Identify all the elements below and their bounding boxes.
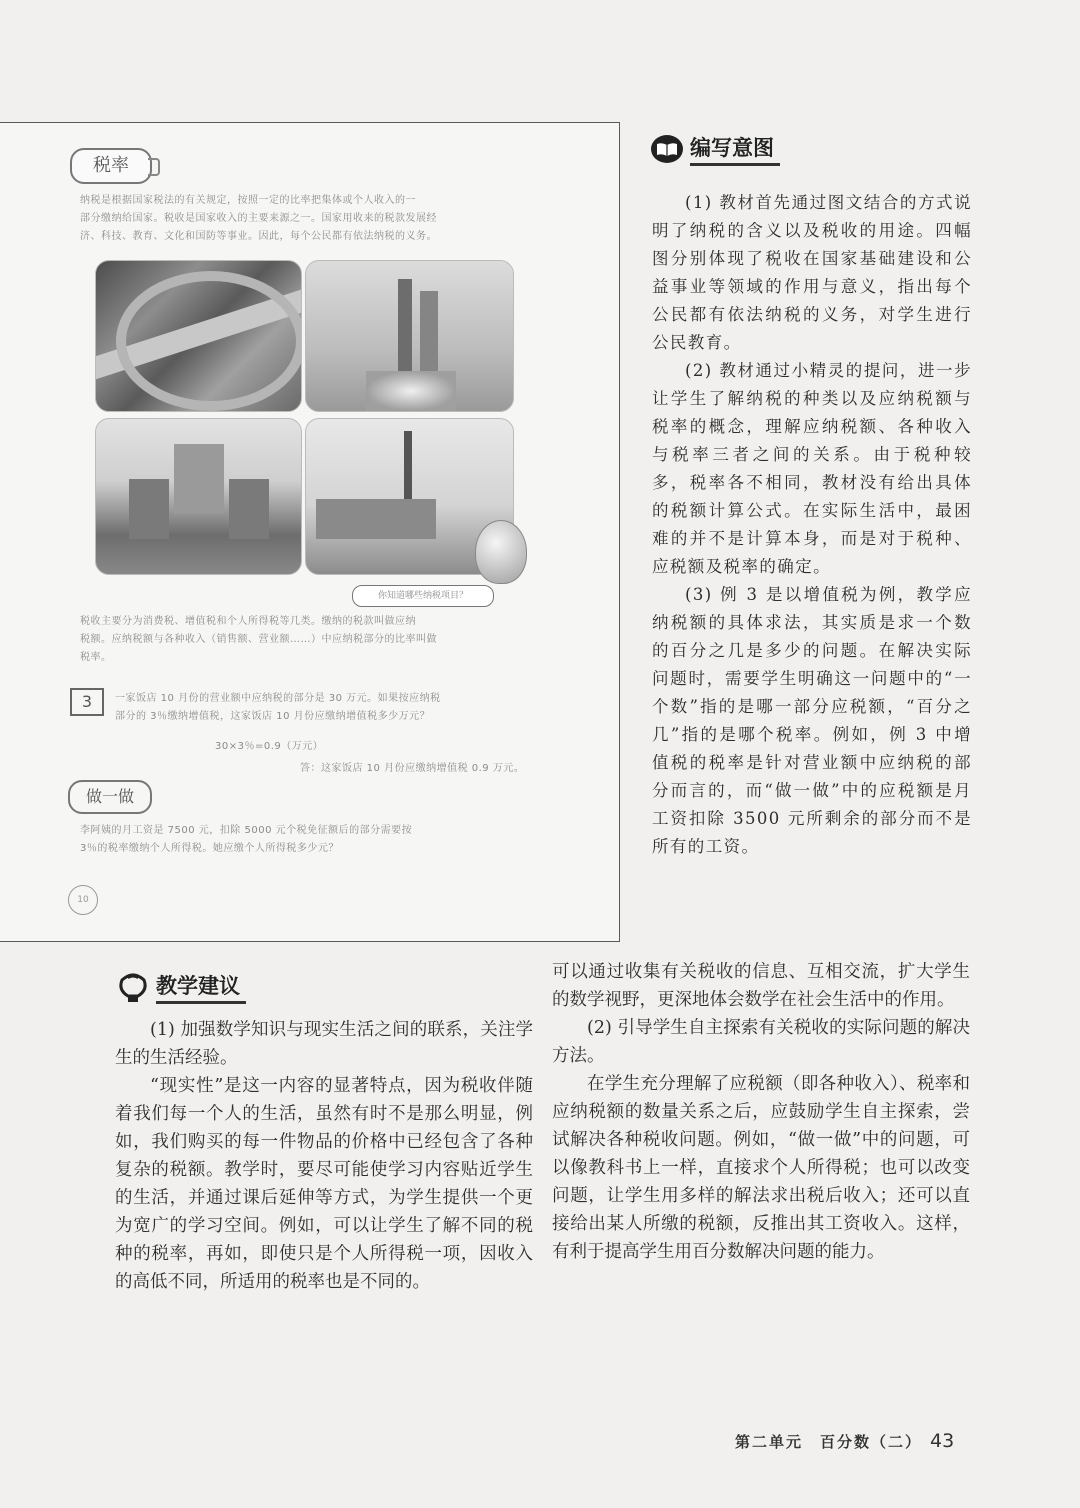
inset-definition-line: 税额。应纳税额与各种收入（销售额、营业额……）中应纳税部分的比率叫做 bbox=[80, 634, 437, 645]
inset-answer: 答：这家饭店 10 月份应缴纳增值税 0.9 万元。 bbox=[300, 763, 525, 774]
inset-definition bbox=[80, 613, 550, 667]
teaching-paragraph-continued: 可以通过收集有关税收的信息、互相交流，扩大学生的数学视野，更深地体会数学在社会生活中的作用。 bbox=[552, 962, 970, 1010]
design-intent-body bbox=[652, 189, 972, 861]
inset-intro-line: 部分缴纳给国家。税收是国家收入的主要来源之一。国家用收来的税款发展经 bbox=[80, 213, 437, 224]
inset-definition-line: 税率。 bbox=[80, 652, 112, 663]
do-it-label: 做一做 bbox=[68, 780, 152, 814]
mascot-sprite bbox=[475, 520, 527, 584]
teaching-paragraph: “现实性”是这一内容的显著特点，因为税收伴随着我们每一个人的生活，虽然有时不是那么明显，例如，我们购买的每一件物品的价格中已经包含了各种复杂的税额。教学时，要尽可能使学习内容贴近学生的生活，并通过课后延伸等方式，为学生提供一个更为宽广的学习空间。例如，可以让学生了解不同的税种的税率，再如，即使只是个人所得税一项，因收入的高低不同，所适用的税率也是不同的。 bbox=[115, 1076, 533, 1292]
inset-exercise-line: 李阿姨的月工资是 7500 元，扣除 5000 元个税免征额后的部分需要按 bbox=[80, 825, 413, 836]
teaching-suggestions-title: 教学建议 bbox=[156, 970, 246, 1004]
inset-intro-line: 济、科技、教育、文化和国防等事业。因此，每个公民都有依法纳税的义务。 bbox=[80, 231, 437, 242]
open-book-icon bbox=[650, 134, 684, 164]
teaching-left-column bbox=[115, 1016, 533, 1296]
footer-page-number: 43 bbox=[930, 1430, 955, 1452]
teaching-suggestions-heading bbox=[116, 970, 246, 1004]
teaching-right-column bbox=[552, 958, 970, 1266]
teaching-paragraph: 在学生充分理解了应税额（即各种收入）、税率和应纳税额的数量关系之后，应鼓励学生自主探索，尝试解决各种税收问题。例如，“做一做”中的问题，可以像教科书上一样，直接求个人所得税；也可以改变问题，让学生用多样的解法求出税后收入；还可以直接给出某人所缴的税额，反推出其工资收入。这样，有利于提高学生用百分数解决问题的能力。 bbox=[552, 1074, 970, 1262]
design-intent-paragraph: (2) 教材通过小精灵的提问，进一步让学生了解纳税的种类以及应纳税额与税率的概念，理解应纳税额、各种收入与税率三者之间的关系。由于税种较多，税率各不相同，教材没有给出具体的税额计算公式。在实际生活中，最困难的并不是计算本身，而是对于税种、应税额及税率的确定。 bbox=[652, 361, 972, 576]
teaching-paragraph: (1) 加强数学知识与现实生活之间的联系，关注学生的生活经验。 bbox=[115, 1020, 533, 1068]
photo-highway-interchange bbox=[95, 260, 302, 412]
inset-example-line: 一家饭店 10 月份的营业额中应纳税的部分是 30 万元。如果按应纳税 bbox=[115, 693, 441, 704]
page-footer bbox=[735, 1430, 954, 1452]
inset-intro-line: 纳税是根据国家税法的有关规定，按照一定的比率把集体或个人收入的一 bbox=[80, 195, 416, 206]
inset-exercise-line: 3％的税率缴纳个人所得税。她应缴个人所得税多少元？ bbox=[80, 843, 339, 854]
footer-unit-label: 第二单元 百分数（二） bbox=[735, 1433, 923, 1451]
photo-public-building bbox=[95, 418, 302, 575]
lightbulb-icon bbox=[116, 972, 150, 1002]
inset-exercise bbox=[80, 822, 550, 858]
photo-rocket-launch bbox=[305, 260, 514, 412]
design-intent-title: 编写意图 bbox=[690, 132, 780, 166]
example-number-badge: 3 bbox=[70, 688, 104, 716]
design-intent-heading bbox=[650, 132, 780, 166]
inset-page-number: 10 bbox=[68, 885, 98, 915]
inset-calculation: 30×3％=0.9（万元） bbox=[215, 741, 324, 752]
mascot-speech-bubble: 你知道哪些纳税项目？ bbox=[352, 585, 494, 607]
design-intent-paragraph: (3) 例 3 是以增值税为例，教学应纳税额的具体求法，其实质是求一个数的百分之几是多少的问题。在解决实际问题时，需要学生明确这一问题中的“一个数”指的是哪一部分应税额，“百分之几”指的是哪个税率。例如，例 3 中增值税的税率是针对营业额中应纳税的部分而言的，而“做一做”中的应税额是月工资扣除 3500 元所剩余的部分而不是所有的工资。 bbox=[652, 585, 972, 856]
inset-intro bbox=[80, 192, 550, 246]
inset-title-tax-rate: 税率 bbox=[70, 148, 152, 184]
teaching-paragraph: (2) 引导学生自主探索有关税收的实际问题的解决方法。 bbox=[552, 1018, 970, 1066]
inset-example-line: 部分的 3％缴纳增值税，这家饭店 10 月份应缴纳增值税多少万元？ bbox=[115, 711, 431, 722]
inset-definition-line: 税收主要分为消费税、增值税和个人所得税等几类。缴纳的税款叫做应纳 bbox=[80, 616, 416, 627]
inset-example bbox=[115, 690, 555, 726]
design-intent-paragraph: (1) 教材首先通过图文结合的方式说明了纳税的含义以及税收的用途。四幅图分别体现了税收在国家基础建设和公益事业等领域的作用与意义，指出每个公民都有依法纳税的义务，对学生进行公民教育。 bbox=[652, 193, 972, 352]
